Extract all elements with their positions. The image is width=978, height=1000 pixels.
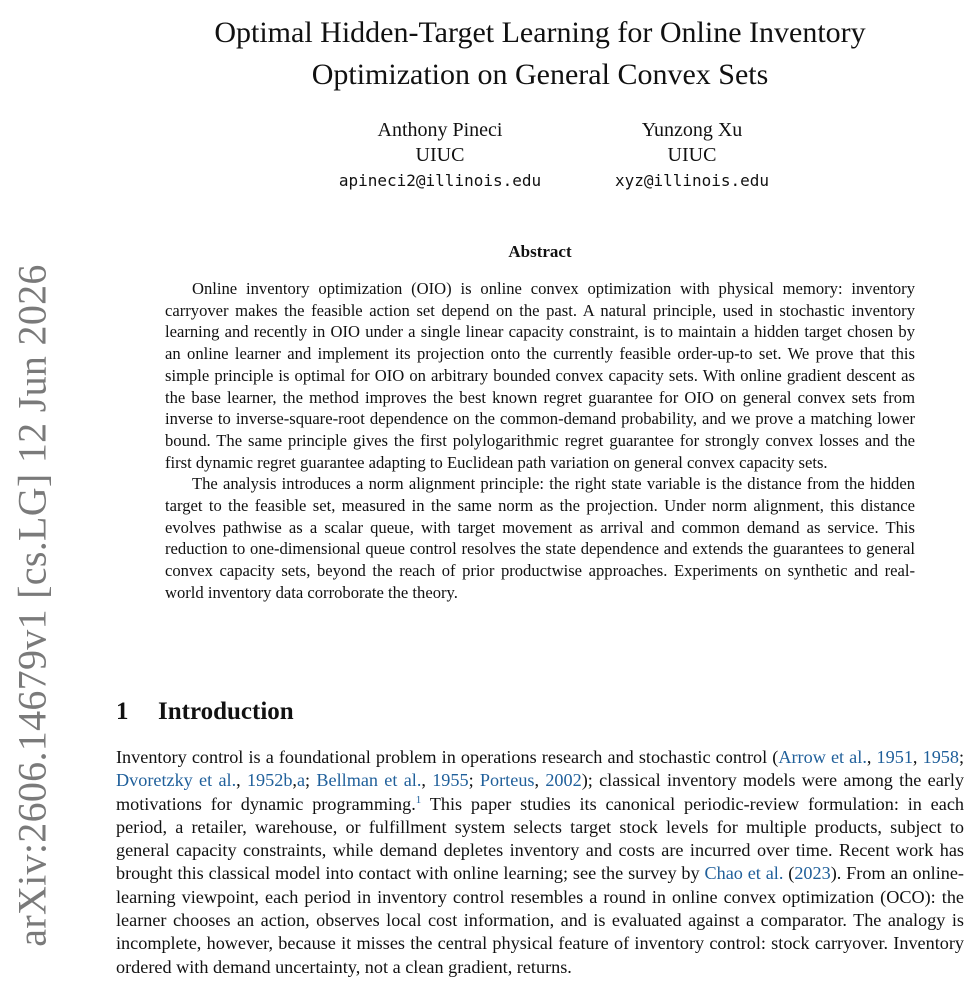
introduction-body [116,746,964,979]
abstract-paragraph-2: The analysis introduces a norm alignment principle: the right state variable is the distance from the hidden target to the feasible set, measured in the same norm as the projection. Under norm alignment, this distance evolves pathwise as a scalar queue, with target movement as arrival and common demand as service. This reduction to one-dimensional queue control resolves the state dependence and extends the guarantees to general convex capacity sets, beyond the reach of prior productwise approaches. Experiments on synthetic and real-world inventory data corroborate the theory. [165,474,915,602]
intro-text: , [912,747,923,767]
arxiv-side-label [8,215,56,995]
intro-text: ). From an online-learning viewpoint, each period in inventory control resembles a round in online convex optimization (OCO): the learner chooses an action, observes local cost information, and is evaluated against a comparator. The analogy is incomplete, however, because it misses the central physical feature of inventory control: stock carryover. Inventory ordered with demand uncertainty, not a clean gradient, returns. [116,863,964,977]
section-heading [116,698,294,726]
author-name: Anthony Pineci [377,119,503,141]
citation-link[interactable]: 2002 [545,770,582,791]
abstract-heading: Abstract [508,242,572,261]
intro-text: ); classical inventory models were among the early motivations for dynamic programming. [116,770,965,814]
intro-text: , [866,747,877,767]
intro-text: Inventory control is a foundational problem in operations research and stochastic control ( [116,747,779,767]
citation-link[interactable]: 1955 [432,770,469,791]
intro-text: ( [783,863,795,884]
author-affiliation: UIUC [667,144,717,166]
citation-link[interactable]: 1951 [876,747,913,767]
section-number: 1 [116,698,129,725]
intro-text: This paper studies its canonical periodic-review formulation: in each period, a retailer, warehouse, or fulfillment system selects target stock levels for multiple products, subject to general capacity constraints, while demand depletes inventory and costs are incurred over time. Recent work has brought this classical model into contact with online learning; see the survey by [116,793,964,884]
section-title: Introduction [158,698,294,725]
intro-text: ; [468,770,480,791]
citation-link[interactable]: 2023 [794,863,831,884]
citation-link[interactable]: 1952b [246,770,293,791]
intro-text: ; [305,770,317,791]
citation-link[interactable]: Arrow et al. [778,747,867,767]
citation-link[interactable]: Chao et al. [704,863,784,884]
intro-text: , [534,770,546,791]
citation-link[interactable]: Bellman et al. [316,770,422,791]
abstract-paragraph-1: Online inventory optimization (OIO) is online convex optimization with physical memory: inventory carryover makes the feasible action set depend on the past. A natural principle, used in stochastic inventory learning and recently in OIO under a single linear capacity constraint, is to maintain a hidden target chosen by an online learner and implement its projection onto the currently feasible order-up-to set. We prove that this simple principle is optimal for OIO on arbitrary bounded convex capacity sets. With online gradient descent as the base learner, the method improves the best known regret guarantee for OIO on general convex sets from inverse to inverse-square-root dependence on the common-demand probability, and we prove a matching lower bound. The same principle gives the first polylogarithmic regret guarantee for strongly convex losses and the first dynamic regret guarantee adapting to Euclidean path variation on general convex capacity sets. [165,279,915,472]
title-line-2: Optimization on General Convex Sets [311,58,769,91]
author-email: apineci2@illinois.edu [338,171,542,190]
citation-link[interactable]: Porteus [479,770,535,791]
intro-text: ; [958,747,965,767]
author-1 [320,118,560,193]
intro-text: , [292,770,297,791]
intro-paragraph [116,746,964,979]
citation-link[interactable]: 1958 [922,747,959,767]
author-2 [582,118,802,193]
citation-link[interactable]: a [296,770,306,791]
intro-text: , [236,770,247,791]
author-name: Yunzong Xu [641,119,743,141]
arxiv-identifier: arXiv:2606.14679v1 [cs.LG] 12 Jun 2026 [9,263,55,947]
author-email: xyz@illinois.edu [614,171,770,190]
paper-title [120,12,960,96]
footnote-marker[interactable]: 1 [415,793,422,806]
author-affiliation: UIUC [415,144,465,166]
title-line-1: Optimal Hidden-Target Learning for Online Inventory [214,16,866,49]
abstract [165,278,915,604]
citation-link[interactable]: Dvoretzky et al. [116,770,237,791]
intro-text: , [421,770,433,791]
